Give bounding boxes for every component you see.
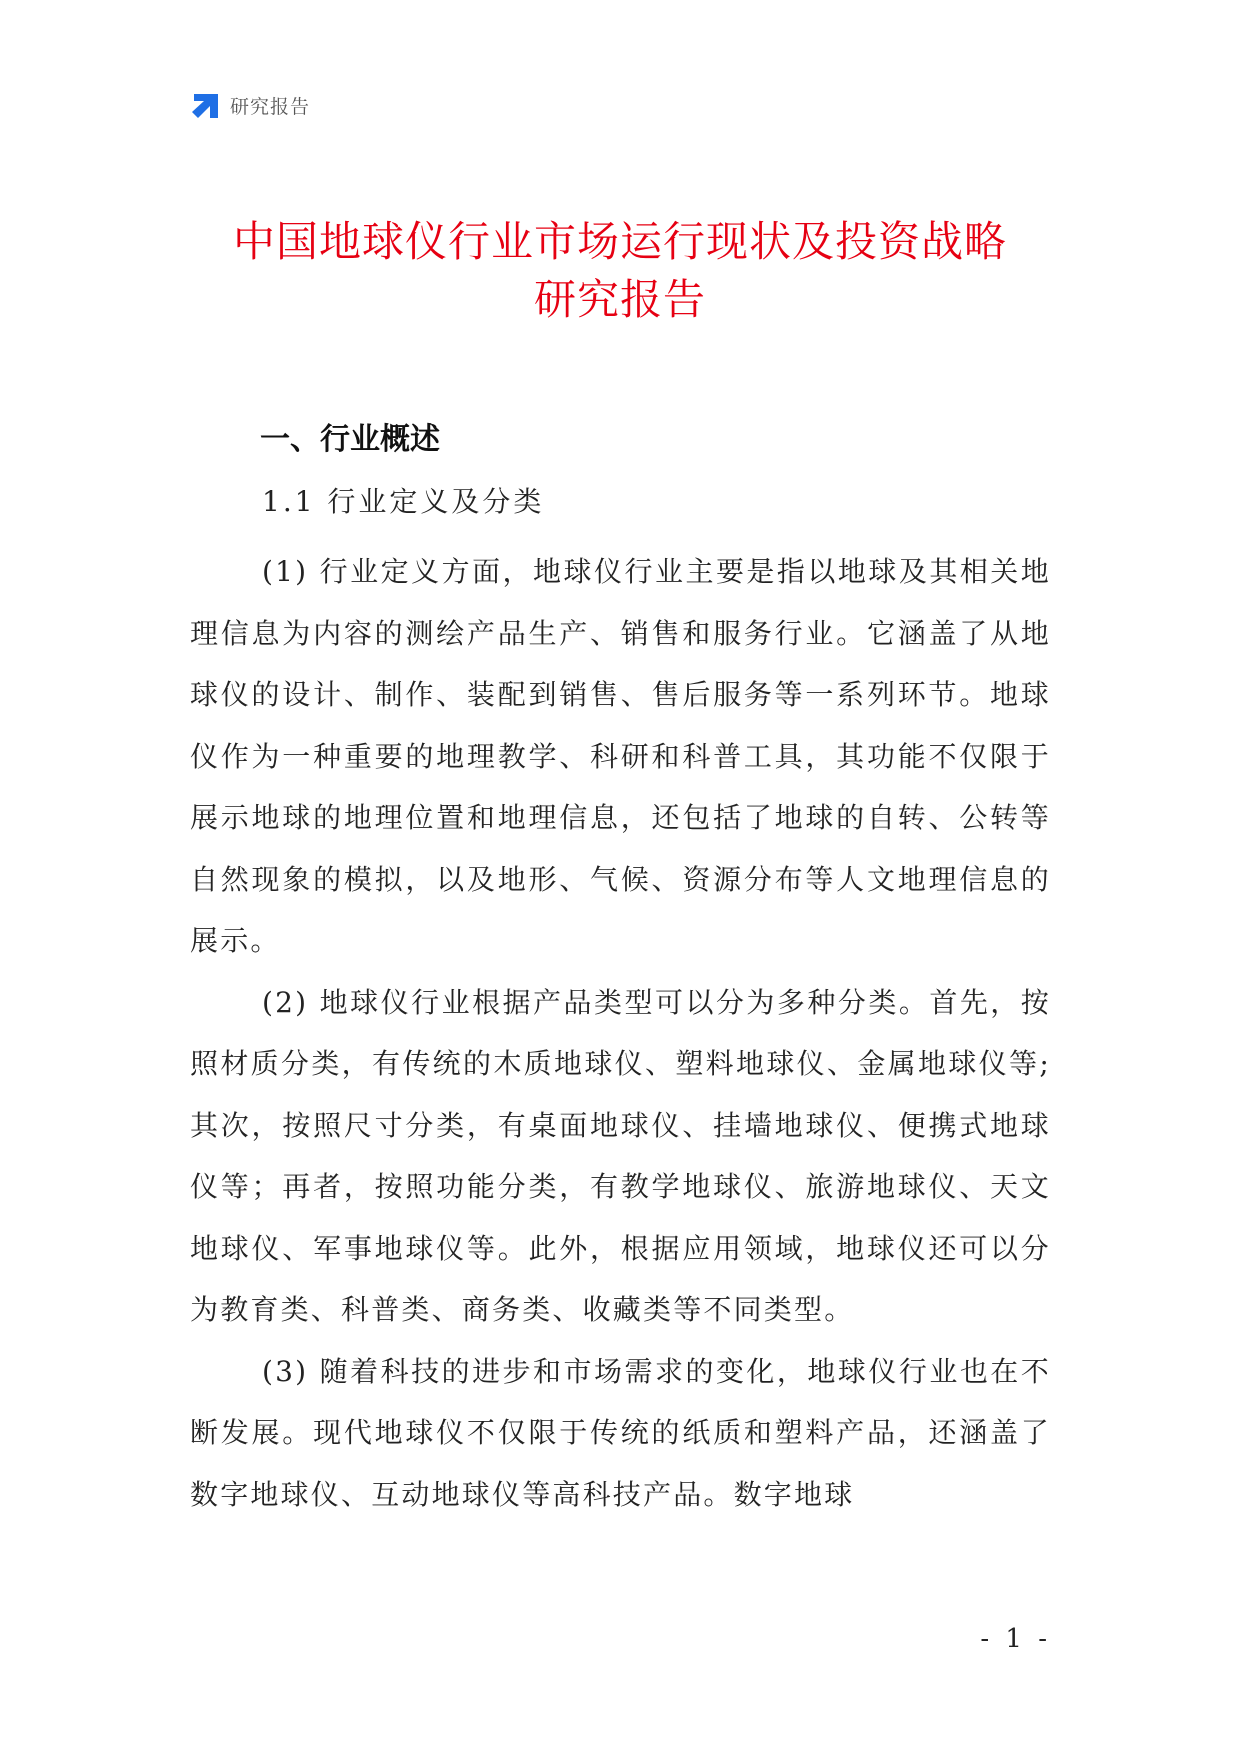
header-label: 研究报告 [230,95,311,118]
paragraph-2: (2) 地球仪行业根据产品类型可以分为多种分类。首先，按照材质分类，有传统的木质地球仪、塑料地球仪、金属地球仪等; 其次，按照尺寸分类，有桌面地球仪、挂墙地球仪、便携式地球仪等；再者，按照功能分类，有教学地球仪、旅游地球仪、天文地球仪、军事地球仪等。此外，根据应用领域，地球仪还可以分为教育类、科普类、商务类、收藏类等不同类型。 [190,985,1051,1326]
document-body [190,420,1051,1525]
page-number: - 1 - [980,1624,1051,1654]
title-line-1: 中国地球仪行业市场运行现状及投资战略 [232,217,1007,266]
document-title [150,213,1090,329]
paragraph-3: (3) 随着科技的进步和市场需求的变化，地球仪行业也在不断发展。现代地球仪不仅限于传统的纸质和塑料产品，还涵盖了数字地球仪、互动地球仪等高科技产品。数字地球 [190,1354,1051,1511]
section-subheading: 1.1 行业定义及分类 [262,485,545,518]
paragraph-1: (1) 行业定义方面，地球仪行业主要是指以地球及其相关地理信息为内容的测绘产品生产、销售和服务行业。它涵盖了从地球仪的设计、制作、装配到销售、售后服务等一系列环节。地球仪作为一种重要的地理教学、科研和科普工具，其功能不仅限于展示地球的地理位置和地理信息，还包括了地球的自转、公转等自然现象的模拟，以及地形、气候、资源分布等人文地理信息的展示。 [190,555,1051,957]
section-heading: 一、行业概述 [260,422,440,457]
arrow-up-right-icon [190,90,220,120]
page-header [190,88,310,122]
title-line-2: 研究报告 [533,275,706,324]
